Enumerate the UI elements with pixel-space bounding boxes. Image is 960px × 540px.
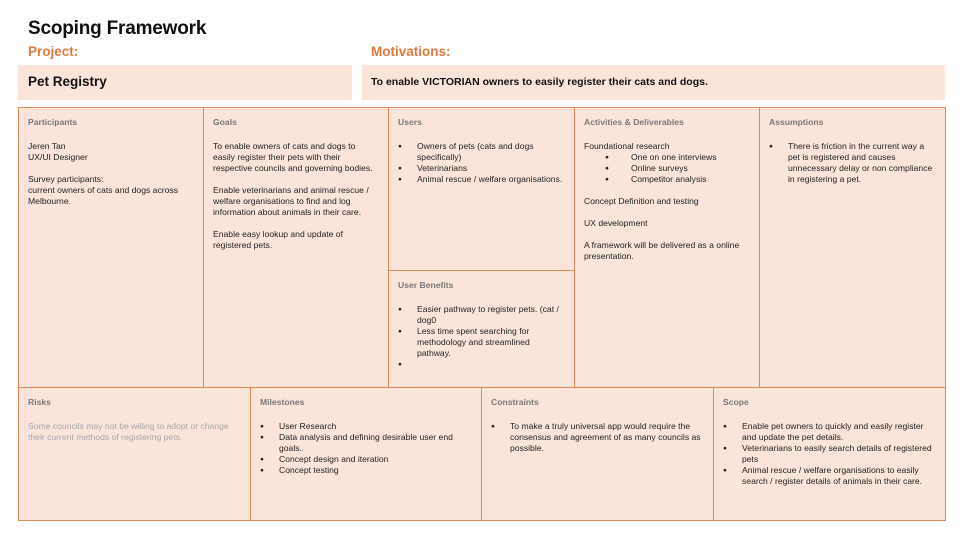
survey-label: Survey participants:	[28, 174, 104, 184]
constraints-heading: Constraints	[491, 397, 539, 407]
scope-list	[723, 421, 936, 487]
users-section	[389, 108, 575, 271]
list-item: ● Animal rescue / welfare organisations.	[398, 174, 565, 185]
activities-heading: Activities & Deliverables	[584, 117, 684, 127]
list-item: ● One on one interviews	[603, 152, 750, 163]
goal-paragraph: To enable owners of cats and dogs to easily register their pets with their respective councils and governing bodies.	[213, 141, 373, 173]
user-benefits-heading: User Benefits	[398, 280, 454, 290]
constraints-section	[482, 388, 714, 520]
motivations-value: To enable VICTORIAN owners to easily register their cats and dogs.	[362, 65, 945, 100]
risks-text: Some councils may not be willing to adopt or change their current methods of registering pets.	[28, 421, 229, 442]
page-title: Scoping Framework	[28, 18, 207, 39]
framework-grid	[18, 107, 946, 521]
list-item: ● Concept design and iteration	[260, 454, 472, 465]
activities-deliverables-section	[575, 108, 760, 388]
list-item: ● Data analysis and defining desirable user end goals.	[260, 432, 472, 454]
participant-name: Jeren Tan	[28, 141, 66, 151]
participants-section	[19, 108, 204, 388]
milestones-heading: Milestones	[260, 397, 305, 407]
list-item: ● Online surveys	[603, 163, 750, 174]
user-benefits-section	[389, 271, 575, 388]
list-item: ● User Research	[260, 421, 472, 432]
list-item: ● Veterinarians	[398, 163, 565, 174]
constraints-list	[491, 421, 704, 454]
list-item: ● There is friction in the current way a pet is registered and causes unnecessary delay or non compliance in registering a pet.	[769, 141, 936, 185]
users-list	[398, 141, 565, 185]
risks-heading: Risks	[28, 397, 51, 407]
list-item: ● Enable pet owners to quickly and easily register and update the pet details.	[723, 421, 936, 443]
list-item: ● Competitor analysis	[603, 174, 750, 185]
list-item: ● Less time spent searching for methodology and streamlined pathway.	[398, 326, 565, 359]
list-item: ● Concept testing	[260, 465, 472, 476]
list-item-empty	[398, 359, 565, 370]
goal-paragraph: Enable easy lookup and update of registered pets.	[213, 229, 343, 250]
scope-heading: Scope	[723, 397, 749, 407]
scope-section	[714, 388, 945, 520]
project-label: Project:	[28, 44, 79, 59]
ux-development: UX development	[584, 218, 648, 228]
user-benefits-list	[398, 304, 565, 370]
concept-definition: Concept Definition and testing	[584, 196, 699, 206]
list-item: ● Veterinarians to easily search details of registered pets	[723, 443, 936, 465]
list-item: ● To make a truly universal app would require the consensus and agreement of as many councils as possible.	[491, 421, 704, 454]
assumptions-heading: Assumptions	[769, 117, 824, 127]
research-list	[603, 152, 750, 185]
motivations-label: Motivations:	[371, 44, 451, 59]
list-item: ● Easier pathway to register pets. (cat / dog0	[398, 304, 565, 326]
participants-heading: Participants	[28, 117, 78, 127]
goals-section	[204, 108, 389, 388]
framework-delivery: A framework will be delivered as a online presentation.	[584, 240, 740, 261]
list-item: ● Animal rescue / welfare organisations to easily search / register details of animals in their care.	[723, 465, 936, 487]
list-item: ● Owners of pets (cats and dogs specifically)	[398, 141, 565, 163]
goal-paragraph: Enable veterinarians and animal rescue / welfare organisations to find and log information about animals in their care.	[213, 185, 369, 217]
assumptions-section	[760, 108, 945, 388]
milestones-section	[251, 388, 482, 520]
survey-participants	[28, 174, 194, 207]
goals-heading: Goals	[213, 117, 237, 127]
risks-section	[19, 388, 251, 520]
research-title: Foundational research	[584, 141, 670, 151]
participant-role: UX/UI Designer	[28, 152, 88, 162]
project-value: Pet Registry	[18, 65, 352, 100]
users-heading: Users	[398, 117, 422, 127]
assumptions-list	[769, 141, 936, 185]
participant-details	[28, 141, 194, 163]
milestones-list	[260, 421, 472, 476]
survey-description: current owners of cats and dogs across Melbourne.	[28, 185, 178, 206]
